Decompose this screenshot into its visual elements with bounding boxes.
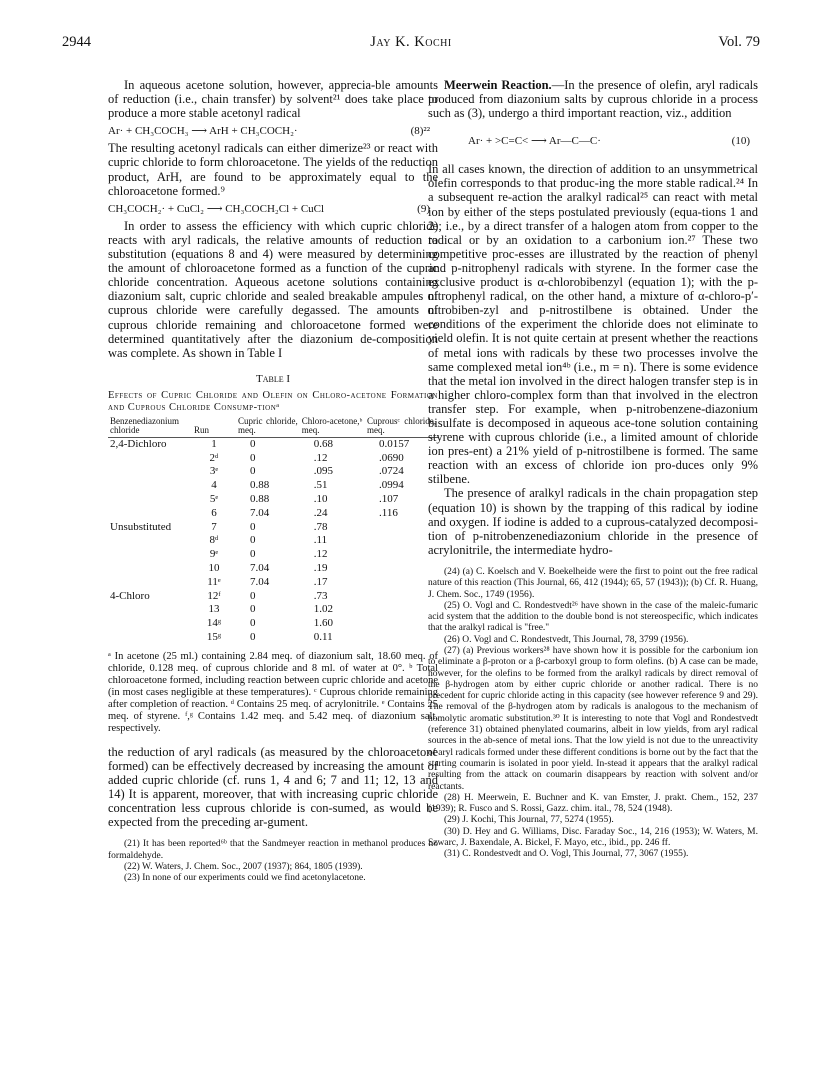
table-cell: 0.88 (250, 479, 270, 492)
table-cell: 0 (250, 520, 256, 533)
table-cell: 0 (250, 437, 256, 450)
table-cell: 0.68 (313, 437, 333, 450)
paragraph: the reduction of aryl radicals (as measured by the chloroacetone formed) can be effectively decreased by increasing the amount of added cupric chloride (cf. runs 1, 4 and 6; 7 and 11; 12, 13 and 14) It is apparent, moreover, that with increasing cupric chloride concentration less cuprous chloride is con-sumed, as would be expected from the preceding ar-gument. (108, 744, 438, 830)
table-cell: .095 (313, 465, 333, 478)
table-cell: 0 (250, 617, 256, 630)
table-row (108, 493, 438, 507)
equation-text: CH₃COCH₂· + CuCl₂ ⟶ CH₃COCH₂Cl + CuCl (108, 202, 325, 215)
column-header: Chloro-acetone,ᵇ meq. (300, 417, 365, 438)
table-cell: 0 (250, 451, 256, 464)
table-cell (108, 507, 192, 521)
footnote: (23) In none of our experiments could we find acetonylacetone. (124, 873, 366, 884)
table-row (108, 521, 438, 535)
footnote: (24) (a) C. Koelsch and V. Boekelheide were the first to point out the free radical nature of this reaction (This Journal, 66, 412 (1944); 65, 57 (1943)); (b) Cf. R. Huang, J. Chem. Soc., 1749 (1956). (428, 566, 758, 600)
table-cell: 12ᶠ (207, 589, 221, 602)
table-cell (108, 534, 192, 548)
footnotes (108, 839, 438, 884)
table-body (108, 437, 438, 644)
table-cell: 0 (250, 631, 256, 644)
equation-text: Ar· + >C=C< ⟶ Ar—C—C· (468, 135, 601, 148)
column-header: Run (192, 417, 236, 438)
paragraph (428, 78, 758, 120)
section-heading: Meerwein Reaction. (444, 78, 552, 92)
column-header: Cupric chloride, meq. (238, 415, 298, 436)
table-row (108, 562, 438, 576)
table-cell: 9ᵉ (209, 548, 219, 561)
equation-text: Ar· + CH₃COCH₃ ⟶ ArH + CH₃COCH₂· (108, 125, 298, 138)
footnote: (22) W. Waters, J. Chem. Soc., 2007 (1937); 864, 1805 (1939). (124, 861, 363, 872)
table-cell (108, 603, 192, 617)
table-cell: 13 (208, 603, 220, 616)
table-cell (108, 493, 192, 507)
table-row (108, 507, 438, 521)
footnote: (28) H. Meerwein, E. Buchner and K. van Emster, J. prakt. Chem., 152, 237 (1939); R. Fusco and S. Rossi, Gazz. chim. ital., 78, 524 (1948). (428, 792, 758, 815)
table-cell: 2,4-Dichloro (110, 437, 167, 450)
paragraph: In order to assess the efficiency with which cupric chloride reacts with aryl radicals, the relative amounts of reduction to substitution (equations 8 and 4) were measured by determining the amount of chloroacetone formed as a function of the cupric chloride concentration. Aqueous acetone solutions containing diazonium salt, cupric chloride and sealed breakable ampules of cuprous chloride were carefully degassed. The amounts of cuprous chloride remaining and chloroacetone formed were determined quantitatively after the diazonium de-composition was complete. As shown in Table I (108, 218, 438, 360)
table-cell: 10 (208, 562, 220, 575)
table-cell: .78 (313, 520, 328, 533)
table-row (108, 534, 438, 548)
paragraph: In aqueous acetone solution, however, apprecia-ble amounts of reduction (i.e., chain transfer) by solvent²¹ does take place to produce a more stable acetonyl radical (108, 78, 438, 121)
table-row (108, 631, 438, 645)
footnotes (428, 567, 758, 861)
table-cell: 1 (211, 437, 217, 450)
table-row (108, 603, 438, 617)
equation-number: (10) (731, 135, 750, 148)
table-footnote: ᵃ In acetone (25 ml.) containing 2.84 meq. of diazonium salt, 18.60 meq. of chloride, 0.128 meq. of cuprous chloride and 8 ml. of water at 0°. ᵇ Total chloroacetone formed, including reaction between cupric chloride and acetone (in most cases negligible at these temperatures). ᶜ Cuprous chloride remaining after completion of reaction. ᵈ Contains 25 meq. of acrylonitrile. ᵉ Contains 25 meq. of styrene. ᶠ,ᵍ Contains 1.42 meq. and 5.42 meq. of diazonium salt, respectively. (108, 650, 438, 734)
table-cell: 7.04 (250, 575, 270, 588)
table-cell: 5ᵉ (209, 493, 219, 506)
table-row (108, 465, 438, 479)
table-cell: .0724 (379, 465, 404, 478)
table-row (108, 452, 438, 466)
footnote: (25) O. Vogl and C. Rondestvedt²⁶ have shown in the case of the maleic-fumaric acid system that the addition to the double bond is not stereospecific, which indicates that the aralkyl radical is "free." (428, 600, 758, 634)
equation-10 (468, 126, 758, 156)
table-row (108, 576, 438, 590)
table-title: Table I (255, 372, 291, 385)
table-cell: 0 (250, 534, 256, 547)
table-cell: 0 (250, 603, 256, 616)
table-cell: 8ᵈ (209, 534, 219, 547)
table-cell: .116 (379, 506, 398, 519)
equation-number: (9) (417, 202, 430, 215)
table-cell (108, 617, 192, 631)
table-cell: 7.04 (250, 562, 270, 575)
left-column (108, 78, 438, 885)
table-cell (108, 631, 192, 645)
paragraph-text: —In the presence of olefin, aryl radicals produced from diazonium salts by cuprous chloride in a process such as (3), undergo a third important reaction, viz., addition (428, 78, 758, 121)
equation-number: (8)²² (410, 125, 430, 138)
table-cell: 0.88 (250, 493, 270, 506)
page-header (62, 34, 760, 54)
table-cell (108, 479, 192, 493)
paragraph: In all cases known, the direction of addition to an unsymmetrical olefin corresponds to that produc-ing the more stable radical.²⁴ In a subsequent re-action the aralkyl radical²⁵ can react with metal ion by either of the steps postulated previously (equa-tions 1 and 2); i.e., by a direct transfer of a halogen atom from copper to the radical or by an oxidation to a carbonium ion.²⁷ These two competitive proc-esses are illustrated by the reaction of phenyl and p-nitrophenyl radicals with styrene. In the former case the exclusive product is α-chlorobibenzyl (equation 1); with the p-nitrophenyl radical, on the other hand, a mixture of α-chloro-p′-nitrobiben-zyl and p-nitrostilbene is obtained. Under the conditions of the experiment the chloride does not eliminate to yield olefin. It is not quite certain at present whether the reactions of metal ions with radicals by these two processes involve the same complexed metal ion⁴ᵇ (i.e., m = n). There is some evidence that the metal ion involved in the direct halogen transfer step is in a higher chloro-complex form than that involved in the electron transfer step. For example, when p-nitrobenzene-diazonium bisulfate is decomposed in aqueous ace-tone solution containing styrene with cuprous chloride (i.e., a limited amount of chloride ion pres-ent) a 21% yield of p-nitrostilbene is formed. The same reaction with an excess of chloride ion pro-duces only 9% stilbene. (428, 162, 758, 487)
column-header: Benzenediazonium chloride (108, 417, 192, 438)
table-cell: .107 (379, 493, 399, 506)
table-cell: .51 (313, 479, 328, 492)
footnote: (29) J. Kochi, This Journal, 77, 5274 (1955). (444, 815, 614, 826)
table-cell: .0690 (379, 451, 404, 464)
running-author: Jay K. Kochi (370, 34, 452, 50)
paragraph: The presence of aralkyl radicals in the chain propagation step (equation 10) is shown by the trapping of this radical by iodine and oxygen. If iodine is added to a cuprous-catalyzed decomposi-tion of p-nitrobenzenediazonium chloride in the presence of acrylonitrile, the intermediate hydro- (428, 486, 758, 557)
table-cell: .24 (313, 506, 328, 519)
table-cell (108, 562, 192, 576)
footnote: (27) (a) Previous workers²⁸ have shown how it is possible for the carbonium ion to eliminate a β-proton or a β-carboxyl group to form olefins. (b) A case can be made, however, for the olefins to be formed from the aralkyl radicals by direct removal of the β-hydrogen atom by either cupric chloride or another radical. There is no precedent for cupric chloride acting in this capacity (see however reference 9 and 29). The removal of the β-hydrogen atom by radicals is analogous to the mechanism of homolytic aromatic substitution.³⁰ It is interesting to note that Vogl and Rondestvedt (reference 31) obtained phenylated coumarins, albeit in low yields, from aryl radical sources in the ab-sence of metal ions. That the low yield is not due to the unreactivity of aryl radicals formed under these different conditions is borne out by the fact that the starting coumarin is isolated in poor yield. In-stead it appears that the aralkyl radical resulting from the attack on coumarin disappears by reaction with solvent and/or reactants. (428, 645, 758, 792)
paragraph: The resulting acetonyl radicals can either dimerize²³ or react with cupric chloride to form chloroacetone. The yields of the reduction product, ArH, are found to be approximately equal to the chloroacetone formed.⁹ (108, 141, 438, 198)
table-cell: .12 (313, 451, 328, 464)
table-cell: .73 (313, 589, 328, 602)
table-cell: 0 (250, 465, 256, 478)
footnote: (30) D. Hey and G. Williams, Disc. Faraday Soc., 14, 216 (1953); W. Waters, M. Szwarc, J. Baxendale, A. Bickel, F. Mayo, etc., ibid., pp. 246 ff. (428, 826, 758, 849)
equation-8 (108, 124, 438, 138)
page-number: 2944 (62, 34, 91, 50)
table-row (108, 617, 438, 631)
table-cell: 6 (211, 506, 217, 519)
table-cell: 4 (211, 479, 217, 492)
table-cell: Unsubstituted (110, 520, 172, 533)
equation-9 (108, 202, 438, 216)
table-cell: .10 (313, 493, 328, 506)
table-cell: .0994 (379, 479, 404, 492)
table-cell: 1.02 (313, 603, 333, 616)
table-row (108, 479, 438, 493)
table-cell: 0 (250, 548, 256, 561)
table-row (108, 437, 438, 451)
footnote: (26) O. Vogl and C. Rondestvedt, This Journal, 78, 3799 (1956). (444, 634, 689, 645)
table-cell: 0.11 (313, 631, 333, 644)
table-cell: 7 (211, 520, 217, 533)
table-cell: 2ᵈ (209, 451, 219, 464)
table-cell (108, 576, 192, 590)
table-cell: 1.60 (313, 617, 333, 630)
table-caption: Effects of Cupric Chloride and Olefin on Chloro-acetone Formation and Cuprous Chloride Consump-tionᵃ (108, 389, 438, 414)
data-table (108, 417, 438, 645)
table-cell: .11 (313, 534, 328, 547)
table-row (108, 548, 438, 562)
footnote: (31) C. Rondestvedt and O. Vogl, This Journal, 77, 3067 (1955). (444, 849, 689, 860)
table-cell (108, 465, 192, 479)
table-cell: .12 (313, 548, 328, 561)
table-cell: 14ᵍ (206, 617, 222, 630)
table-row (108, 590, 438, 604)
table-cell: 7.04 (250, 506, 270, 519)
table-cell: 11ᵉ (207, 575, 221, 588)
table-cell: 0 (250, 589, 256, 602)
table-cell: 0.0157 (379, 437, 410, 450)
table-cell: 3ᵉ (209, 465, 219, 478)
table-header-row (108, 417, 438, 438)
table-cell: .19 (313, 562, 328, 575)
table-cell: 4-Chloro (110, 589, 150, 602)
footnote: (21) It has been reported⁶ᵇ that the Sandmeyer reaction in methanol produces no formaldehyde. (108, 839, 438, 861)
table-cell (108, 548, 192, 562)
column-header: Cuprousᶜ chloride, meq. (367, 415, 436, 436)
table-cell: 15ᵍ (206, 631, 222, 644)
volume-label: Vol. 79 (718, 34, 760, 50)
right-column (428, 78, 758, 861)
table-cell (108, 452, 192, 466)
table-cell: .17 (313, 575, 328, 588)
